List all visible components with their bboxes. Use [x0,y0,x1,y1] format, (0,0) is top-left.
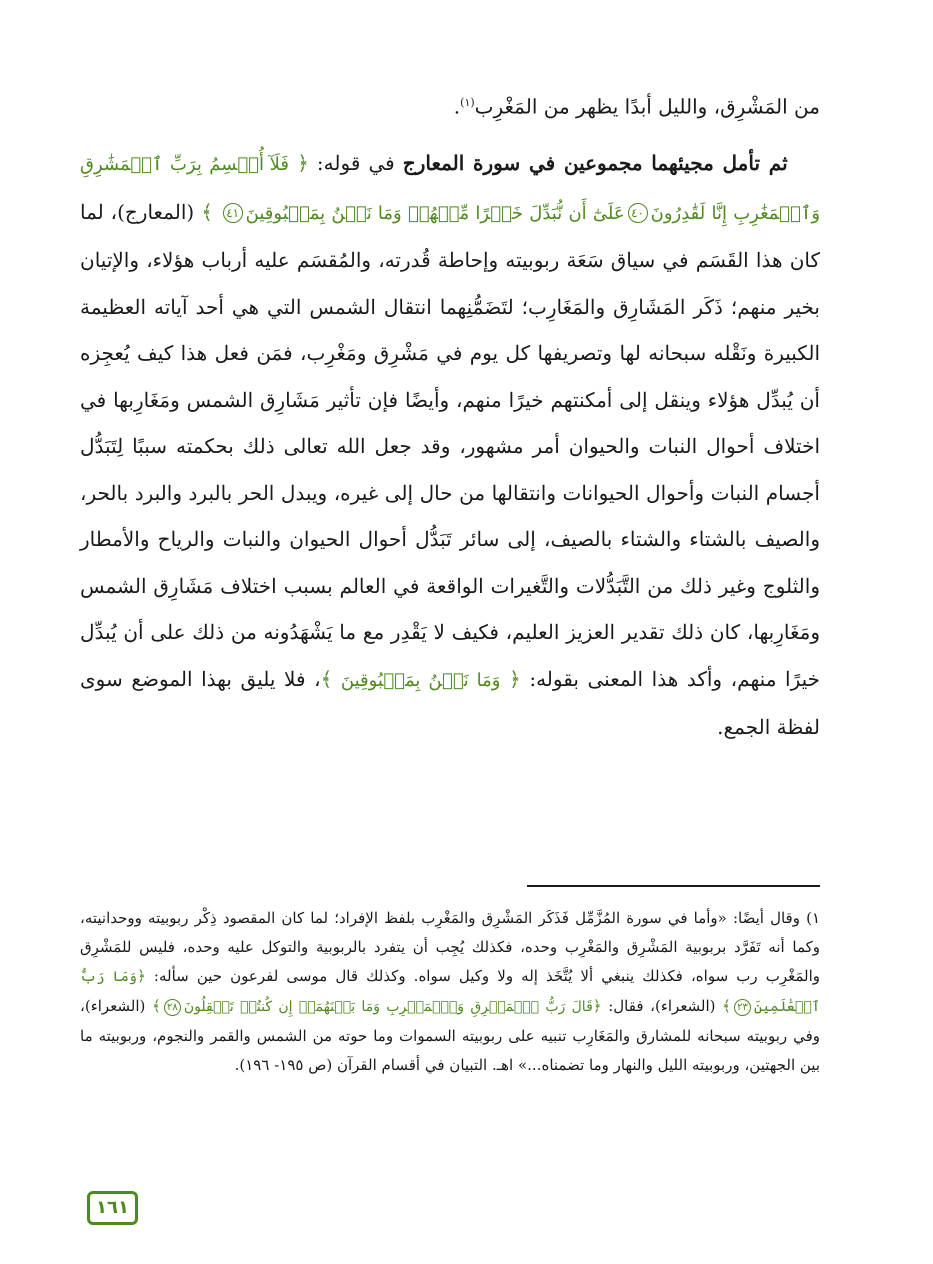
quran-bracket-open-2: ﴿ [509,666,521,691]
fn-quran-quote-2: قَالَ رَبُّ ٱلۡمَشۡرِقِ وَٱلۡمَغۡرِبِ وَمَا بَيۡنَهُمَآۖ إِن كُنتُمۡ تَعۡقِلُونَ [183,999,593,1015]
footnote-1 [80,904,820,1080]
footnotes [80,904,820,1080]
paragraph-2-text: (المعارج)، لما كان هذا القَسَم في سياق سَعَة ربوبيته وإحاطة قُدرته، والمُقسَم عليه أرباب هؤلاء، والإتيان بخير منهم؛ ذَكَر المَشَارِق والمَغَارِب؛ لتَضَمُّنِهما انتقال الشمس التي هي أحد آياته العظيمة الكبيرة ونَقْله سبحانه لها وتصريفها كل يوم في مَشْرِق ومَغْرِب، فمَن فعل هذا كيف يُعجِزه أن يُبدِّل هؤلاء وينقل إلى أمكنتهم خيرًا منهم، وأيضًا فإن تأثير مَشَارِق الشمس ومَغَارِبها في اختلاف أحوال النبات والحيوان أمر مشهور، وقد جعل الله تعالى ذلك بحكمته سببًا لِتَبَدُّل أجسام النبات وأحوال الحيوانات وانتقالها من حال إلى غيره، ويبدل الحر بالبرد والبرد بالحر، والصيف بالشتاء والشتاء بالصيف، إلى سائر تَبَدُّل أحوال الحيوان والنبات والرياح والأمطار والثلوج وغير ذلك من التَّبَدُّلات والتَّغيرات الواقعة في العالم بسبب اختلاف مَشَارِق الشمس ومَغَارِبها، كان ذلك تقدير العزيز العليم، فكيف لا يَقْدِر مع ما يَشْهَدُونه من ذلك على أن يُبدِّل خيرًا منهم، وأكد هذا المعنى بقوله: [80,199,820,691]
footnote-ref[interactable]: (١) [460,96,475,109]
main-text [80,80,820,751]
quran-quote-3: وَمَا نَحۡنُ بِمَسۡبُوقِينَ [340,669,501,691]
footnote-part-1: ١) وقال أيضًا: «وأما في سورة المُزَّمِّل فَذَكَر المَشْرِق والمَغْرِب بلفظ الإفراد؛ لما كان المقصود ذِكْر ربوبيته ووحدانيته، وكما أنه تَفَرَّد بربوبية المَشْرِق والمَغْرِب وحده، فكذلك يُجِب أن يتفرد بالربوبية والتوكل عليه وحده، فليس للمَشْرِق والمَغْرِب رب سواه، فكذلك ينبغي ألا يُتَّخَذ إله ولا وكيل سواه. وكذلك قال موسى لفرعون حين سأله: [80,909,820,985]
paragraph-1-text: من المَشْرِق، والليل أبدًا يظهر من المَغْرِب [474,94,820,119]
verse-number-40: ٤٠ [628,203,648,223]
verse-number-41: ٤١ [223,203,243,223]
paragraph-2-end: ، فلا يليق بهذا الموضع سوى لفظة الجمع. [80,666,820,740]
fn-quran-quote-1: وَمَا رَبُّ ٱلۡعَٰلَمِينَ [80,969,820,1015]
quran-bracket-close: ﴾ [201,199,213,224]
quran-bracket-open: ﴿ [297,151,309,176]
fn-quran-bracket-close: ﴾ [722,997,731,1015]
quran-bracket-close-2: ﴾ [320,666,333,691]
quran-verse-40: فَلَآ أُقۡسِمُ بِرَبِّ ٱلۡمَشَٰرِقِ وَٱلۡمَغَٰرِبِ إِنَّا لَقَٰدِرُونَ [80,154,821,224]
paragraph-2-bold-intro: ثم تأمل مجيئهما مجموعين في سورة المعارج [402,151,788,176]
fn-verse-number-23: ٢٣ [734,999,751,1016]
fn-quran-bracket-open-2: ﴿ [592,997,602,1015]
fn-verse-number-28: ٢٨ [164,999,181,1016]
fn-quran-bracket-open: ﴿ [137,967,146,985]
footnote-separator [527,885,820,887]
page-number: ١٦١ [87,1191,138,1225]
paragraph-1 [80,80,820,130]
quran-verse-41: عَلَىٰٓ أَن نُّبَدِّلَ خَيۡرًا مِّنۡهُمۡ وَمَا نَحۡنُ بِمَسۡبُوقِينَ [245,202,625,224]
footnote-part-3: (الشعراء)، وفي ربوبيته سبحانه للمشارق والمَغَارِب تنبيه على ربوبيته السموات وما حوته من الشمس والقمر والنجوم، وربوبيته ما بين الجهتين، وربوبيته الليل والنهار وما تضمناه...» اهـ. التبيان في أقسام القرآن (ص ١٩٥- ١٩٦). [80,997,820,1074]
paragraph-1-end: . [453,94,461,119]
footnote-part-2: (الشعراء)، فقال: [601,997,723,1015]
paragraph-2 [80,140,820,751]
fn-quran-bracket-close-2: ﴾ [152,997,161,1015]
paragraph-2-intro: في قوله: [308,151,403,176]
